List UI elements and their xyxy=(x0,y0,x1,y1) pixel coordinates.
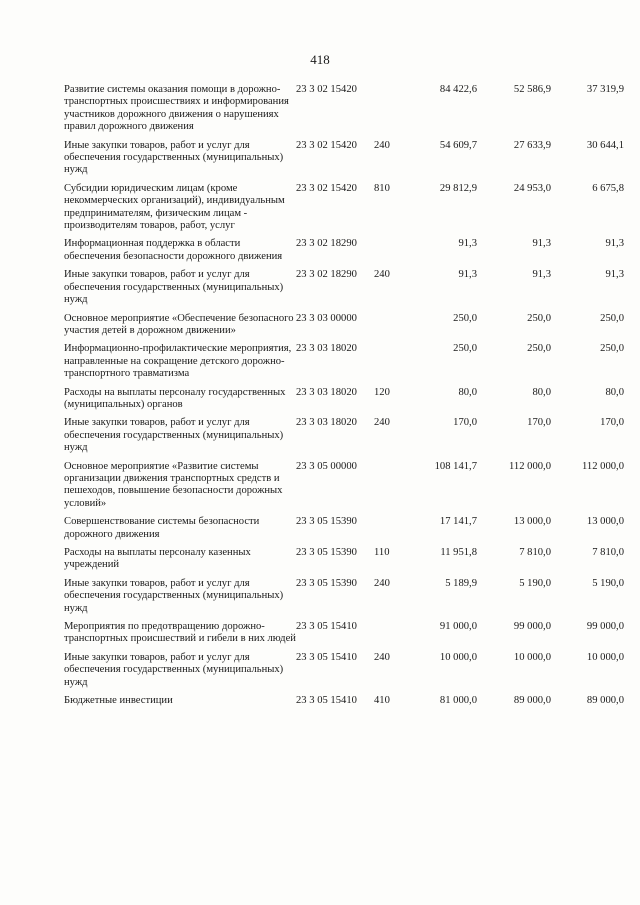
amount-year-2: 80,0 xyxy=(532,386,551,398)
amount-year-1: 91 000,0 xyxy=(439,621,477,633)
target-article-code: 23 3 03 18020 xyxy=(296,343,357,355)
amount-year-2: 13 000,0 xyxy=(513,516,551,528)
amount-year-1: 29 812,9 xyxy=(439,182,477,194)
amount-year-2: 170,0 xyxy=(527,417,551,429)
table-row xyxy=(64,695,624,713)
amount-year-1: 17 141,7 xyxy=(439,516,477,528)
amount-year-3: 10 000,0 xyxy=(586,651,624,663)
target-article-code: 23 3 02 15420 xyxy=(296,182,357,194)
table-row xyxy=(64,516,624,547)
amount-year-3: 112 000,0 xyxy=(582,460,624,472)
expense-name: Иные закупки товаров, работ и услуг для обеспечения государственных (муниципальных) нужд xyxy=(64,417,284,454)
amount-year-1: 91,3 xyxy=(458,238,477,250)
target-article-code: 23 3 05 15410 xyxy=(296,695,357,707)
amount-year-3: 99 000,0 xyxy=(586,621,624,633)
expense-name: Совершенствование системы безопасности дорожного движения xyxy=(64,516,260,540)
amount-year-3: 6 675,8 xyxy=(592,182,624,194)
target-article-code: 23 3 02 18290 xyxy=(296,238,357,250)
table-row xyxy=(64,547,624,578)
amount-year-3: 170,0 xyxy=(600,417,624,429)
expense-name: Развитие системы оказания помощи в дорожно-транспортных происшествиях и информирования участников дорожного движения о нарушениях правил дорожного движения xyxy=(64,84,289,133)
table-row xyxy=(64,183,624,239)
table-row xyxy=(64,621,624,652)
target-article-code: 23 3 05 15390 xyxy=(296,577,357,589)
expense-type-code: 240 xyxy=(374,139,390,151)
amount-year-1: 54 609,7 xyxy=(439,139,477,151)
table-row xyxy=(64,313,624,344)
target-article-code: 23 3 02 18290 xyxy=(296,269,357,281)
expense-name: Иные закупки товаров, работ и услуг для обеспечения государственных (муниципальных) нужд xyxy=(64,651,284,688)
amount-year-2: 250,0 xyxy=(527,312,551,324)
amount-year-1: 80,0 xyxy=(458,386,477,398)
amount-year-3: 80,0 xyxy=(605,386,624,398)
amount-year-3: 7 810,0 xyxy=(592,547,624,558)
target-article-code: 23 3 05 00000 xyxy=(296,460,357,472)
expense-name: Бюджетные инвестиции xyxy=(64,695,173,707)
amount-year-1: 11 951,8 xyxy=(440,547,477,558)
target-article-code: 23 3 03 18020 xyxy=(296,386,357,398)
amount-year-3: 5 190,0 xyxy=(592,577,624,589)
table-row xyxy=(64,238,624,269)
amount-year-2: 89 000,0 xyxy=(513,695,551,707)
target-article-code: 23 3 03 00000 xyxy=(296,312,357,324)
expense-name: Субсидии юридическим лицам (кроме некоммерческих организаций), индивидуальным предпринимателям, физическим лицам - производителям товаров, работ, услуг xyxy=(64,182,285,232)
amount-year-1: 250,0 xyxy=(453,312,477,324)
expense-name: Расходы на выплаты персоналу казенных учреждений xyxy=(64,547,251,571)
amount-year-1: 10 000,0 xyxy=(439,651,477,663)
table-row xyxy=(64,84,624,140)
table-row xyxy=(64,269,624,312)
expense-type-code: 240 xyxy=(374,577,390,589)
target-article-code: 23 3 02 15420 xyxy=(296,139,357,151)
amount-year-2: 112 000,0 xyxy=(509,460,551,472)
table-row xyxy=(64,387,624,418)
amount-year-3: 91,3 xyxy=(605,238,624,250)
amount-year-3: 91,3 xyxy=(605,269,624,281)
expense-name: Основное мероприятие «Развитие системы организации движения транспортных средств и пешеходов, повышение безопасности дорожных условий» xyxy=(64,460,283,509)
table-row xyxy=(64,578,624,621)
target-article-code: 23 3 05 15390 xyxy=(296,547,357,558)
amount-year-2: 7 810,0 xyxy=(519,547,551,558)
amount-year-2: 27 633,9 xyxy=(513,139,551,151)
amount-year-2: 91,3 xyxy=(532,238,551,250)
expense-type-code xyxy=(374,238,402,269)
table-row xyxy=(64,652,624,695)
amount-year-1: 84 422,6 xyxy=(439,84,477,95)
page-number: 418 xyxy=(310,52,330,67)
amount-year-3: 37 319,9 xyxy=(586,84,624,95)
amount-year-2: 52 586,9 xyxy=(513,84,551,95)
expense-type-code xyxy=(374,461,402,517)
amount-year-2: 24 953,0 xyxy=(513,182,551,194)
expense-name: Иные закупки товаров, работ и услуг для обеспечения государственных (муниципальных) нужд xyxy=(64,139,284,176)
amount-year-2: 5 190,0 xyxy=(519,577,551,589)
expense-name: Основное мероприятие «Обеспечение безопасного участия детей в дорожном движении» xyxy=(64,312,294,336)
amount-year-1: 81 000,0 xyxy=(439,695,477,707)
budget-table xyxy=(64,84,624,713)
amount-year-2: 10 000,0 xyxy=(513,651,551,663)
target-article-code: 23 3 05 15410 xyxy=(296,651,357,663)
expense-type-code: 410 xyxy=(374,695,390,707)
expense-type-code: 810 xyxy=(374,182,390,194)
table-row xyxy=(64,343,624,386)
table-row xyxy=(64,140,624,183)
expense-name: Иные закупки товаров, работ и услуг для обеспечения государственных (муниципальных) нужд xyxy=(64,269,284,306)
amount-year-1: 170,0 xyxy=(453,417,477,429)
expense-name: Расходы на выплаты персоналу государственных (муниципальных) органов xyxy=(64,386,286,410)
amount-year-2: 250,0 xyxy=(527,343,551,355)
amount-year-1: 250,0 xyxy=(453,343,477,355)
target-article-code: 23 3 02 15420 xyxy=(296,84,357,95)
amount-year-2: 91,3 xyxy=(532,269,551,281)
expense-type-code: 240 xyxy=(374,651,390,663)
amount-year-3: 13 000,0 xyxy=(586,516,624,528)
amount-year-1: 108 141,7 xyxy=(434,460,477,472)
amount-year-3: 30 644,1 xyxy=(586,139,624,151)
expense-type-code xyxy=(374,516,402,547)
expense-type-code: 110 xyxy=(374,547,390,558)
expense-type-code xyxy=(374,313,402,344)
expense-type-code xyxy=(374,84,402,140)
target-article-code: 23 3 05 15390 xyxy=(296,516,357,528)
expense-name: Иные закупки товаров, работ и услуг для обеспечения государственных (муниципальных) нужд xyxy=(64,577,284,614)
expense-type-code xyxy=(374,621,402,652)
expense-type-code: 240 xyxy=(374,269,390,281)
amount-year-1: 91,3 xyxy=(458,269,477,281)
expense-type-code xyxy=(374,343,402,386)
table-row xyxy=(64,461,624,517)
amount-year-3: 89 000,0 xyxy=(586,695,624,707)
expense-type-code: 240 xyxy=(374,417,390,429)
amount-year-3: 250,0 xyxy=(600,312,624,324)
amount-year-3: 250,0 xyxy=(600,343,624,355)
amount-year-1: 5 189,9 xyxy=(445,577,477,589)
table-row xyxy=(64,417,624,460)
expense-type-code: 120 xyxy=(374,386,390,398)
expense-name: Информационно-профилактические мероприятия, направленные на сокращение детского дорожно-транспортного травматизма xyxy=(64,343,292,380)
target-article-code: 23 3 03 18020 xyxy=(296,417,357,429)
budget-table-body xyxy=(64,84,624,713)
amount-year-2: 99 000,0 xyxy=(513,621,551,633)
target-article-code: 23 3 05 15410 xyxy=(296,621,357,633)
expense-name: Мероприятия по предотвращению дорожно-транспортных происшествий и гибели в них людей xyxy=(64,621,296,645)
expense-name: Информационная поддержка в области обеспечения безопасности дорожного движения xyxy=(64,238,283,262)
